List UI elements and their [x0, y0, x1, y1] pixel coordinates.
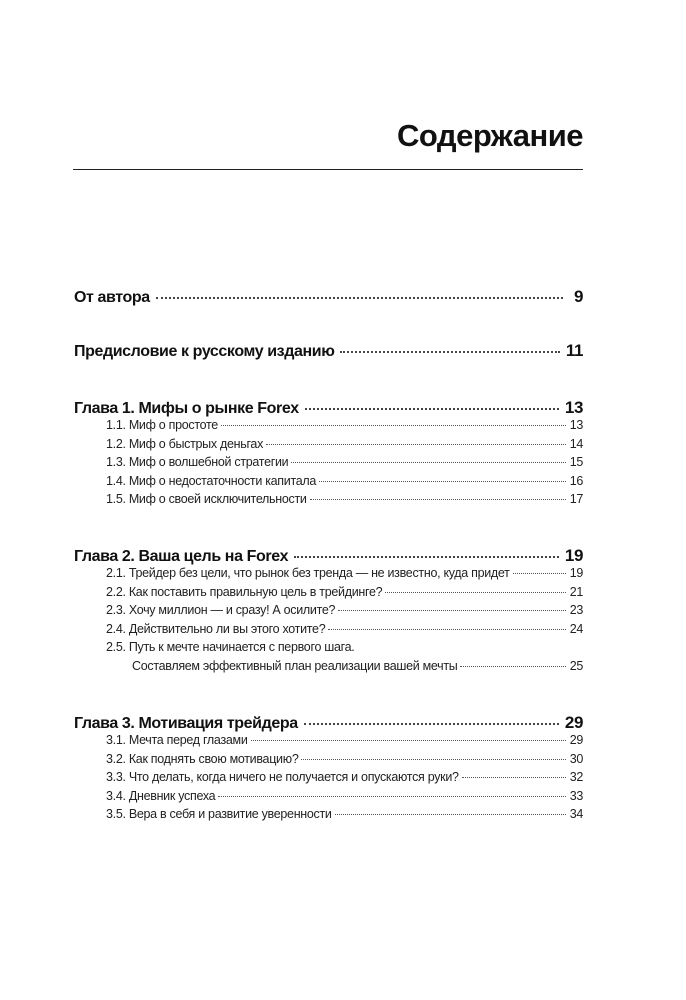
entry-title: 2.2. Как поставить правильную цель в трейдинге? — [106, 584, 383, 599]
toc-subentry[interactable] — [74, 807, 583, 826]
page-number: 25 — [569, 658, 583, 673]
entry-title: Глава 1. Мифы о рынке Forex — [74, 400, 299, 417]
entry-title: 3.4. Дневник успеха — [106, 788, 216, 803]
page-number: 29 — [564, 713, 583, 732]
toc-subentry[interactable] — [74, 418, 583, 437]
entry-title: Глава 2. Ваша цель на Forex — [74, 548, 289, 565]
entry-title: Глава 3. Мотивация трейдера — [74, 715, 298, 732]
page-number: 19 — [564, 546, 583, 565]
dot-leader — [305, 408, 559, 410]
entry-title: 2.3. Хочу миллион — и сразу! А осилите? — [106, 603, 336, 618]
dot-leader — [335, 814, 566, 815]
toc-subentry[interactable] — [74, 492, 583, 511]
dot-leader — [340, 351, 559, 353]
entry-title: 3.1. Мечта перед глазами — [106, 733, 248, 747]
page-number: 15 — [569, 455, 583, 470]
toc-entry[interactable] — [74, 341, 583, 361]
toc-entry[interactable] — [74, 546, 583, 566]
toc-subentry[interactable] — [74, 474, 583, 493]
dot-leader — [251, 740, 566, 741]
page-number: 9 — [573, 287, 583, 306]
toc-subentry[interactable] — [74, 752, 583, 771]
toc-section — [74, 713, 583, 826]
entry-title: 1.5. Миф о своей исключительности — [106, 492, 307, 507]
entry-title: Составляем эффективный план реализации вашей мечты — [132, 658, 458, 673]
page-number: 16 — [569, 473, 583, 488]
page-number: 30 — [569, 751, 583, 766]
dot-leader — [319, 481, 566, 482]
page-number: 19 — [569, 566, 583, 580]
toc-subentry[interactable] — [74, 566, 583, 585]
toc-entry[interactable] — [74, 713, 583, 733]
toc-subentry[interactable] — [74, 437, 583, 456]
page-number: 33 — [569, 788, 583, 803]
page-number: 23 — [569, 603, 583, 618]
dot-leader — [294, 556, 559, 558]
dot-leader — [301, 759, 566, 760]
toc-subentry-continuation[interactable] — [74, 659, 583, 678]
page-number: 14 — [569, 436, 583, 451]
dot-leader — [266, 444, 566, 445]
entry-title: 2.1. Трейдер без цели, что рынок без тренда — не известно, куда придет — [106, 566, 510, 580]
page-number: 17 — [569, 492, 583, 507]
title-divider — [73, 169, 583, 170]
page-title: Содержание — [397, 118, 583, 153]
dot-leader — [338, 610, 566, 611]
dot-leader — [385, 592, 566, 593]
toc-section — [74, 341, 583, 361]
dot-leader — [310, 499, 566, 500]
page-number: 21 — [569, 584, 583, 599]
toc-entry[interactable] — [74, 287, 583, 307]
toc-subentry[interactable] — [74, 603, 583, 622]
entry-title: 3.3. Что делать, когда ничего не получается и опускаются руки? — [106, 770, 459, 785]
dot-leader — [156, 297, 563, 299]
entry-title: 1.3. Миф о волшебной стратегии — [106, 455, 289, 470]
entry-title: Предисловие к русскому изданию — [74, 343, 335, 360]
toc-subentry[interactable] — [74, 789, 583, 808]
entry-title: 1.1. Миф о простоте — [106, 418, 218, 432]
toc-subentry[interactable] — [74, 770, 583, 789]
page-number: 34 — [569, 807, 583, 822]
entry-title: 1.2. Миф о быстрых деньгах — [106, 436, 264, 451]
entry-title: 3.2. Как поднять свою мотивацию? — [106, 751, 299, 766]
toc-subentry[interactable] — [74, 455, 583, 474]
page-number: 24 — [569, 621, 583, 636]
page-number: 11 — [565, 341, 583, 360]
dot-leader — [218, 796, 566, 797]
entry-title: 2.4. Действительно ли вы этого хотите? — [106, 621, 326, 636]
toc-section — [74, 398, 583, 511]
page-number: 32 — [569, 770, 583, 785]
entry-title: 3.5. Вера в себя и развитие уверенности — [106, 807, 332, 822]
toc-subentry[interactable] — [74, 733, 583, 752]
dot-leader — [328, 629, 566, 630]
page-number: 13 — [569, 418, 583, 432]
dot-leader — [221, 425, 566, 426]
dot-leader — [460, 666, 566, 667]
entry-title: 1.4. Миф о недостаточности капитала — [106, 473, 317, 488]
toc-section — [74, 546, 583, 678]
entry-title: 2.5. Путь к мечте начинается с первого шага. — [106, 640, 355, 655]
toc-entry[interactable] — [74, 398, 583, 418]
page-number: 29 — [569, 733, 583, 747]
toc-section — [74, 287, 583, 307]
entry-title: От автора — [74, 289, 150, 306]
dot-leader — [304, 723, 559, 725]
page-number: 13 — [564, 398, 583, 417]
dot-leader — [462, 777, 566, 778]
toc-subentry[interactable] — [74, 640, 583, 659]
toc-subentry[interactable] — [74, 585, 583, 604]
dot-leader — [513, 573, 566, 574]
toc-subentry[interactable] — [74, 622, 583, 641]
dot-leader — [291, 462, 566, 463]
